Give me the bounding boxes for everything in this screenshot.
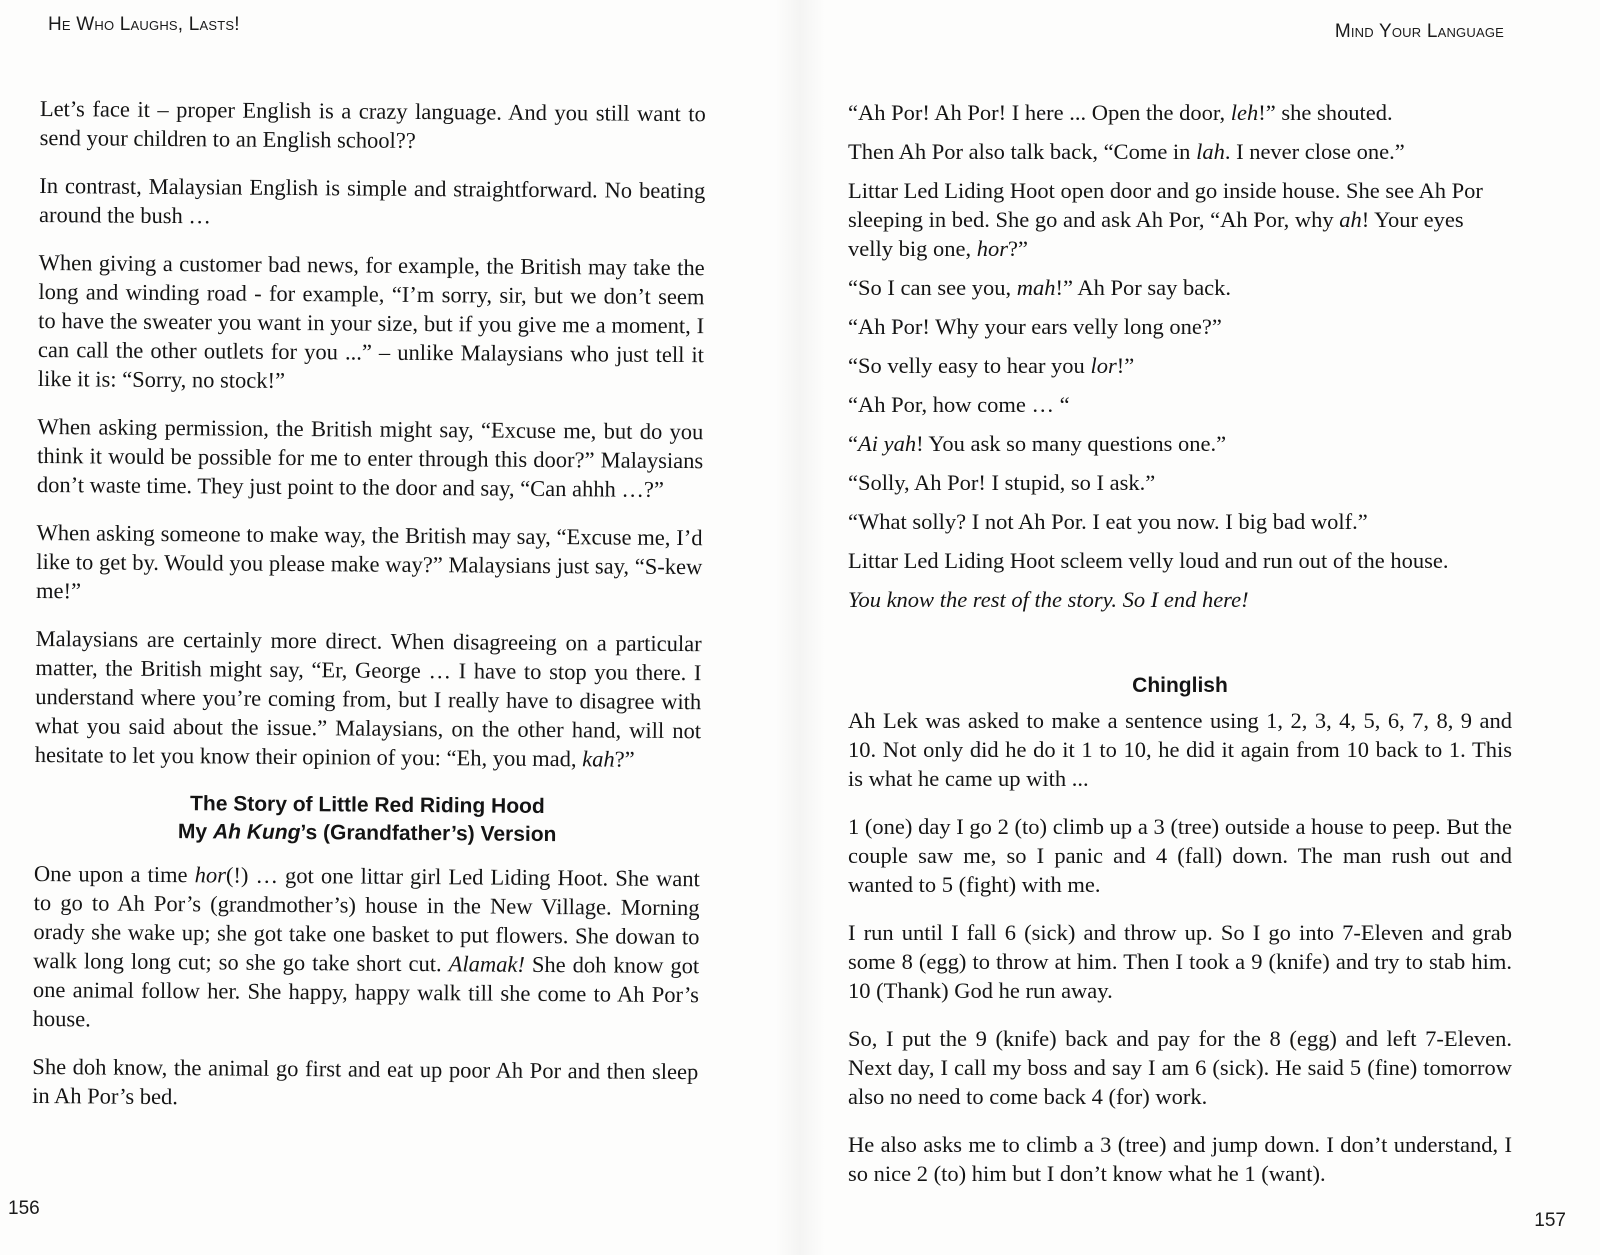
paragraph-text: Malaysians are certainly more direct. When disagreeing on a particular matter, the British might say, “Er, George … I have to stop you there. I understand where you’re coming from, but I really have to disagree with what you said about the issue.” Malaysians, on the other hand, will not hesitate to let you know their opinion of you: “Eh, you mad, xyxy=(34,625,702,772)
paragraph-text: One upon a time xyxy=(33,860,195,888)
story-heading-line-1: The Story of Little Red Riding Hood xyxy=(190,792,545,818)
dialogue-line: Littar Led Liding Hoot scleem velly loud and run out of the house. xyxy=(848,548,1449,573)
dialogue-line xyxy=(848,273,1512,302)
paragraph: When giving a customer bad news, for example, the British may take the long and winding road - for example, “I’m sorry, sir, but we don’t seem to have the sweater you want in your size, but if you give me a moment, I can call the other outlets for you ...” – unlike Malaysians who just tell it like it is: “Sorry, no stock!” xyxy=(37,249,705,393)
dialogue-line xyxy=(848,137,1512,166)
italic-word: leh xyxy=(1230,100,1259,125)
left-running-head: He Who Laughs, Lasts! xyxy=(48,14,240,35)
line-text: !” she shouted. xyxy=(1258,100,1393,125)
line-text: ! Your eyes velly big one, xyxy=(848,207,1464,261)
left-page-number: 156 xyxy=(8,1198,40,1219)
dialogue-line: “Solly, Ah Por! I stupid, so I ask.” xyxy=(848,470,1156,495)
right-page-number: 157 xyxy=(1534,1210,1566,1231)
dialogue-line xyxy=(848,176,1512,263)
line-text: ?” xyxy=(1008,236,1028,261)
dialogue-line xyxy=(848,351,1512,380)
line-text: “Ah Por! Ah Por! I here ... Open the door, xyxy=(848,100,1231,125)
italic-word: kah xyxy=(582,746,615,772)
dialogue-line: “What solly? I not Ah Por. I eat you now. I big bad wolf.” xyxy=(848,509,1368,534)
italic-word: mah xyxy=(1016,275,1056,300)
dialogue-line: “Ah Por, how come … “ xyxy=(848,392,1070,417)
paragraph: When asking permission, the British might say, “Excuse me, but do you think it would be possible for me to enter through this door?” Malaysians don’t waste time. They just point to the door and say, “Can ahhh …?” xyxy=(36,413,704,502)
heading-text: ’s (Grandfather’s) Version xyxy=(300,821,557,847)
right-page xyxy=(810,0,1600,1255)
story-paragraph: She doh know, the animal go first and eat up poor Ah Por and then sleep in Ah Por’s bed. xyxy=(32,1053,699,1110)
chinglish-heading: Chinglish xyxy=(1132,674,1228,697)
dialogue-line xyxy=(848,429,1512,458)
story-heading-line-2 xyxy=(34,817,700,850)
dialogue-line xyxy=(848,98,1512,127)
line-text: Then Ah Por also talk back, “Come in xyxy=(848,139,1197,164)
paragraph-text: She doh know got one animal follow her. She happy, happy walk till she come to Ah Por’s house. xyxy=(32,951,700,1032)
italic-word: lah xyxy=(1196,139,1225,164)
heading-italic: Ah Kung xyxy=(212,820,301,845)
paragraph: When asking someone to make way, the British may say, “Excuse me, I’d like to get by. Would you please make way?” Malaysians just say, “S-kew me!” xyxy=(36,519,703,604)
italic-word: Alamak! xyxy=(448,951,526,977)
paragraph: Let’s face it – proper English is a crazy language. And you still want to send your children to an English school?? xyxy=(39,95,706,153)
italic-word: ah xyxy=(1339,207,1362,232)
line-text: “So I can see you, xyxy=(848,275,1017,300)
story-closing: You know the rest of the story. So I end here! xyxy=(848,587,1249,612)
italic-word: lor xyxy=(1090,353,1117,378)
paragraph: I run until I fall 6 (sick) and throw up. So I go into 7-Eleven and grab some 8 (egg) to throw at him. Then I took a 9 (knife) and try to stab him. 10 (Thank) God he run away. xyxy=(848,920,1512,1003)
line-text: !” xyxy=(1116,353,1135,378)
story-heading xyxy=(34,789,700,850)
left-body-text xyxy=(32,94,706,1134)
story-paragraph xyxy=(33,859,700,1038)
dialogue-line: “Ah Por! Why your ears velly long one?” xyxy=(848,314,1222,339)
paragraph: So, I put the 9 (knife) back and pay for the 8 (egg) and left 7-Eleven. Next day, I call my boss and say I am 6 (sick). He said 5 (fine) tomorrow also no need to come back 4 (for) work. xyxy=(848,1026,1512,1109)
paragraph: Ah Lek was asked to make a sentence using 1, 2, 3, 4, 5, 6, 7, 8, 9 and 10. Not only did he do it 1 to 10, he did it again from 10 back to 1. This is what he came up with ... xyxy=(848,708,1512,791)
paragraph xyxy=(35,624,702,774)
line-text: ! You ask so many questions one.” xyxy=(916,431,1227,456)
right-running-head: Mind Your Language xyxy=(1334,21,1504,42)
paragraph: 1 (one) day I go 2 (to) climb up a 3 (tree) outside a house to peep. But the couple saw me, so I panic and 4 (fall) down. The man rush out and wanted to 5 (fight) with me. xyxy=(848,814,1512,897)
italic-word: hor xyxy=(194,862,227,888)
italic-word: hor xyxy=(976,236,1008,261)
line-text: . I never close one.” xyxy=(1224,139,1405,164)
line-text: Littar Led Liding Hoot open door and go inside house. She see Ah Por sleeping in bed. She go and ask Ah Por, “Ah Por, why xyxy=(848,178,1483,232)
heading-text: My xyxy=(177,820,214,844)
line-text: “ xyxy=(848,431,858,456)
paragraph-text: (!) … got one littar girl Led Liding Hoot. She want to go to Ah Por’s (grandmother’s) house in the New Village. Morning orady she wake up; she got take one basket to put flowers. She dowan to walk long long cut; so she go take short cut. xyxy=(33,862,700,977)
italic-word: Ai yah xyxy=(858,431,917,456)
paragraph: In contrast, Malaysian English is simple and straightforward. No beating around the bush … xyxy=(38,172,706,229)
line-text: !” Ah Por say back. xyxy=(1055,275,1232,300)
right-body-text xyxy=(848,98,1512,1207)
paragraph-text: ?” xyxy=(614,746,635,772)
paragraph: He also asks me to climb a 3 (tree) and jump down. I don’t understand, I so nice 2 (to) him but I don’t know what he 1 (want). xyxy=(848,1132,1512,1186)
left-page xyxy=(0,0,790,1255)
line-text: “So velly easy to hear you xyxy=(848,353,1091,378)
